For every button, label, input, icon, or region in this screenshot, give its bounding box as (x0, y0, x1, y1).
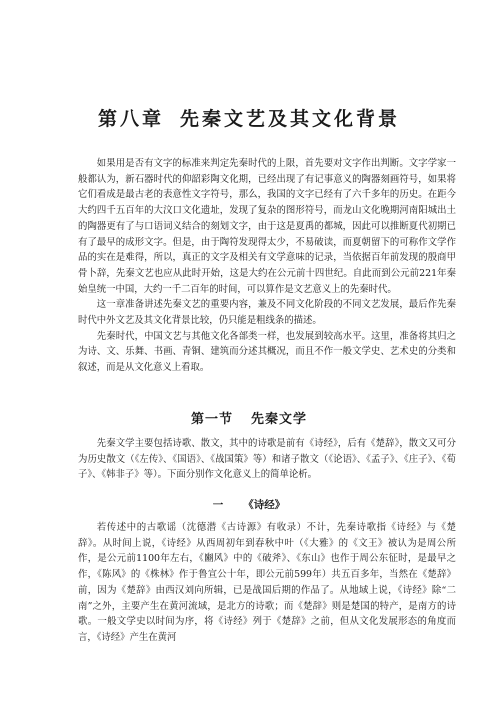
chapter-title (0, 104, 498, 131)
paragraph: 若传述中的古歌谣（沈德潜《古诗源》有收录）不计，先秦诗歌指《诗经》与《楚辞》。从时间上说，《诗经》从西周初年到春秋中叶（《大雅》的《文王》被认为是周公所作，是公元前1100年左右，《豳风》中的《破斧》、《东山》也作于周公东征时，是最早之作，《陈风》的《株林》作于鲁宣公十年，即公元前599年）共五百多年，当然在《楚辞》前，因为《楚辞》由西汉刘向所辑，已是战国后期的作品了。从地域上说，《诗经》除“二南”之外，主要产生在黄河流域，是北方的诗歌；而《楚辞》则是楚国的特产，是南方的诗歌。一般文学史以时间为序，将《诗经》列于《楚辞》之前，但从文化发展形态的角度而言，《诗经》产生在黄河 (78, 522, 456, 643)
chapter-title-text: 先秦文艺及其文化背景 (180, 108, 401, 130)
section-title-text: 先秦文学 (251, 412, 308, 427)
section-number: 第一节 (190, 412, 233, 427)
subsection-text (78, 520, 456, 646)
paragraph: 先秦文学主要包括诗歌、散文，其中的诗歌是前有《诗经》，后有《楚辞》，散文又可分为历史散文（《左传》、《国语》、《战国策》等）和诸子散文（《论语》、《孟子》、《庄子》、《荀子》、《韩非子》等）。下面分别作文化意义上的简单论析。 (78, 438, 456, 481)
subsection-title-text: 《诗经》 (243, 499, 286, 511)
subsection-number: 一 (212, 499, 224, 511)
chapter-number: 第八章 (97, 108, 164, 130)
section-title (0, 408, 498, 427)
section-text (78, 436, 456, 483)
subsection-title (0, 497, 498, 512)
paragraph: 这一章准备讲述先秦文艺的重要内容，兼及不同文化阶段的不同文艺发展，最后作先秦时代中外文艺及其文化背景比较，仍只能是粗线条的描述。 (78, 299, 456, 327)
paragraph: 先秦时代，中国文艺与其他文化各部类一样，也发展到较高水平。这里，准备将其归之为诗、文、乐舞、书画、青铜、建筑而分述其概况，而且不作一般文学史、艺术史的分类和叙述，而是从文化意义上看取。 (78, 330, 456, 374)
paragraph: 如果用是否有文字的标准来判定先秦时代的上限，首先要对文字作出判断。文字学家一般都认为，新石器时代的仰韶彩陶文化期，已经出现了有记事意义的陶器刻画符号，如果将它们看成是最古老的表意性文字符号，那么，我国的文字已经有了六千多年的历史。在距今大约四千五百年的大汶口文化遗址，发现了复杂的图形符号，而龙山文化晚期河南阳城出土的陶器更有了与口语词义结合的刻划文字，由于这是夏禹的都城，因此可以推断夏代初期已有了最早的成形文字。但是，由于陶符发现得太少，不易破读，而夏朝留下的可称作文学作品的实在是难得，所以，真正的文字及相关有文学意味的记录，当依据百年前发现的殷商甲骨卜辞，先秦文艺也应从此时开始，这是大约在公元前十四世纪。自此而到公元前221年秦始皇统一中国，大约一千二百年的时间，可以算作是文艺意义上的先秦时代。 (78, 158, 456, 295)
intro-text (78, 156, 456, 376)
